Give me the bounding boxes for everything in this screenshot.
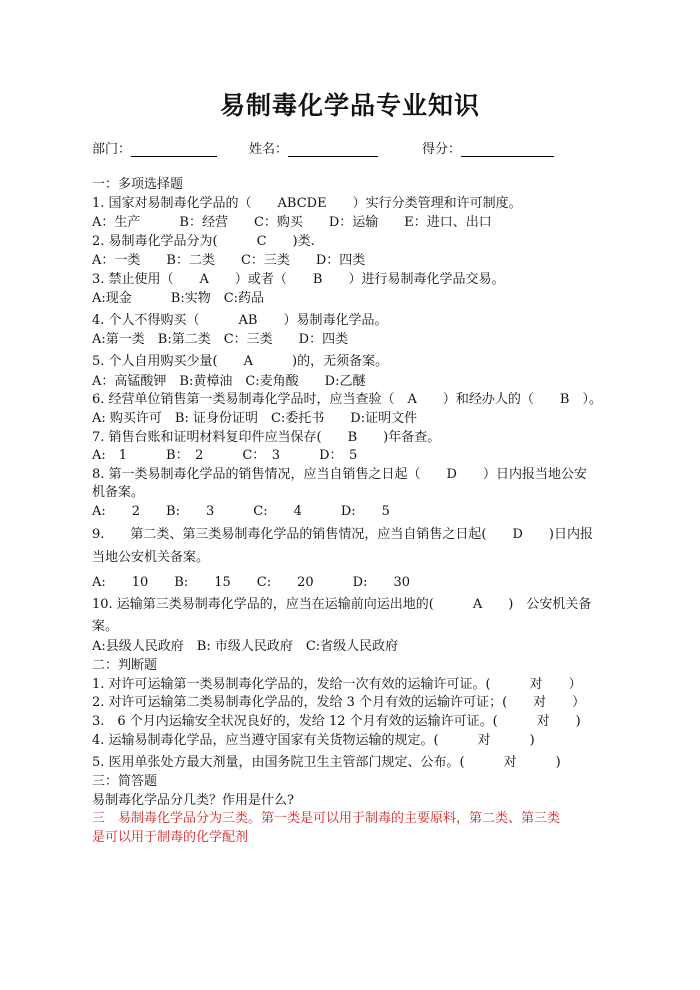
short-answer-question: 易制毒化学品分几类？作用是什么?	[92, 793, 294, 808]
judgment-line: 2. 对许可运输第二类易制毒化学品的，发给 3 个月有效的运输许可证；( 对 ）	[92, 695, 586, 710]
judgment-line: 4. 运输易制毒化学品，应当遵守国家有关货物运输的规定。( 对 )	[92, 733, 535, 748]
name-blank	[288, 142, 378, 157]
question-line-continued: 当地公安机关备案。	[92, 550, 210, 565]
question-line: 8. 第一类易制毒化学品的销售情况，应当自销售之日起（ D ）日内报当地公安	[92, 467, 587, 482]
short-answer-response: 三 易制毒化学品分为三类。第一类是可以用于制毒的主要原料，第二类、第三类	[92, 811, 561, 826]
options-line: A：一类 B：二类 C：三类 D：四类	[92, 253, 366, 268]
options-line: A：生产 B：经营 C：购买 D：运输 E：进口、出口	[92, 215, 492, 230]
question-line-continued: 机备案。	[92, 485, 145, 500]
question-line: 2. 易制毒化学品分为( C )类.	[92, 234, 315, 249]
options-line: A：高锰酸钾 B:黄樟油 C:麦角酸 D:乙醚	[92, 374, 366, 389]
judgment-line: 1. 对许可运输第一类易制毒化学品的，发给一次有效的运输许可证。( 对 ）	[92, 677, 582, 692]
options-line: A: 2 B: 3 C: 4 D: 5	[92, 504, 390, 519]
question-line: 3. 禁止使用（ A ）或者（ B ）进行易制毒化学品交易。	[92, 272, 505, 287]
options-line: A: 1 B： 2 C： 3 D： 5	[92, 448, 358, 463]
judgment-line: 5. 医用单张处方最大剂量，由国务院卫生主管部门规定、公布。( 对 )	[92, 755, 561, 770]
question-line: 9. 第二类、第三类易制毒化学品的销售情况，应当自销售之日起( D )日内报	[92, 527, 593, 542]
section-heading-multiple-choice: 一：多项选择题	[92, 177, 184, 192]
options-line: A: 购买许可 B: 证身份证明 C:委托书 D:证明文件	[92, 411, 418, 426]
options-line: A:现金 B:实物 C:药品	[92, 291, 265, 306]
score-label: 得分：	[422, 142, 462, 157]
question-line: 1. 国家对易制毒化学品的（ ABCDE ）实行分类管理和许可制度。	[92, 196, 522, 211]
dept-blank	[131, 142, 217, 157]
options-line: A:县级人民政府 B: 市级人民政府 C:省级人民政府	[92, 639, 399, 654]
question-line: 6. 经营单位销售第一类易制毒化学品时，应当查验（ A ）和经办人的（ B ）。	[92, 392, 602, 407]
section-heading-true-false: 二：判断题	[92, 658, 158, 673]
question-line: 5. 个人自用购买少量( A )的，无须备案。	[92, 354, 389, 369]
header-fields	[92, 138, 612, 158]
page-title: 易制毒化学品专业知识	[219, 91, 480, 120]
question-line: 7. 销售台账和证明材料复印件应当保存( B )年备查。	[92, 430, 441, 445]
section-heading-short-answer: 三：简答题	[92, 774, 158, 789]
score-field	[422, 138, 554, 157]
question-line-continued: 案。	[92, 619, 119, 634]
dept-label: 部门：	[92, 142, 132, 157]
question-line: 4. 个人不得购买（ AB ）易制毒化学品。	[92, 313, 388, 328]
options-line: A:第一类 B:第二类 C：三类 D：四类	[92, 332, 349, 347]
question-line: 10. 运输第三类易制毒化学品的，应当在运输前向运出地的( A ) 公安机关备	[92, 597, 592, 612]
score-blank	[461, 142, 554, 157]
name-field	[249, 138, 378, 157]
dept-field	[92, 138, 217, 157]
short-answer-response-continued: 是可以用于制毒的化学配剂	[92, 830, 249, 845]
options-line: A: 10 B: 15 C: 20 D: 30	[92, 575, 410, 590]
judgment-line: 3. 6 个月内运输安全状况良好的，发给 12 个月有效的运输许可证。( 对 )	[92, 714, 581, 729]
name-label: 姓名：	[249, 142, 289, 157]
